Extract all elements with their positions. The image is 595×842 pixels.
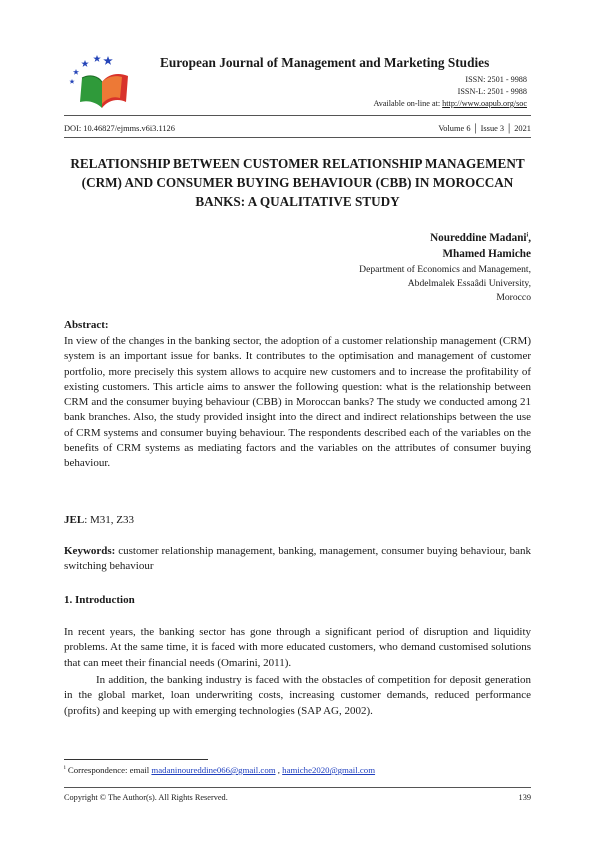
author-2: Mhamed Hamiche xyxy=(442,248,531,260)
issn-l: ISSN-L: 2501 - 9988 xyxy=(457,87,527,96)
availability-line xyxy=(373,99,527,108)
page-number: 139 xyxy=(518,793,531,802)
header-rule xyxy=(64,115,531,116)
abstract-label: Abstract: xyxy=(64,319,109,331)
abstract-text: In view of the changes in the banking sector, the adoption of a customer relationship management (CRM) system is an important issue for banks. It contributes to the optimisation and management of customer portfolio, more precisely this system allows to acquire new customers and to increase the profitability of existing customers. This article aims to answer the following question: what is the relationship between CRM and the consumer buying behaviour (CBB) in Moroccan banks? The study we conducted among 21 bank branches. Also, the study provided insight into the direct and indirect relationships between the use of CRM systems and consumer buying behaviour. The respondents described each of the variables on the benefits of CRM systems as mediating factors and the variables on the attributes of consumer buying behaviour. xyxy=(64,335,531,470)
copyright: Copyright © The Author(s). All Rights Reserved. xyxy=(64,793,228,802)
email-link-2[interactable]: hamiche2020@gmail.com xyxy=(282,765,376,775)
issn: ISSN: 2501 - 9988 xyxy=(465,75,527,84)
doi-rule xyxy=(64,137,531,138)
email-link-1[interactable]: madaninoureddine066@gmail.com xyxy=(151,765,276,775)
section-heading-introduction: 1. Introduction xyxy=(64,594,135,606)
keywords-label: Keywords: xyxy=(64,545,116,557)
footnote-rule xyxy=(64,759,208,760)
jel-line xyxy=(64,513,531,528)
author-1-name: Noureddine Madani xyxy=(430,232,527,244)
journal-url-link[interactable]: http://www.oapub.org/soc xyxy=(442,99,527,108)
intro-paragraph-2: In addition, the banking industry is faced with the obstacles of competition for deposit generation in the global market, loan underwriting costs, increasing customer demands, reduced performance (profits) and keeping up with emerging technologies (SAP AG, 2002). xyxy=(64,674,531,717)
author-1 xyxy=(430,232,531,244)
paper-title: RELATIONSHIP BETWEEN CUSTOMER RELATIONSHIP MANAGEMENT (CRM) AND CONSUMER BUYING BEHAVIOUR (CBB) IN MOROCCAN BANKS: A QUALITATIVE STUDY xyxy=(70,156,525,209)
volume-issue: Volume 6 │ Issue 3 │ 2021 xyxy=(438,124,531,133)
journal-name: European Journal of Management and Marketing Studies xyxy=(160,55,490,70)
journal-logo xyxy=(68,52,132,110)
book-left-page xyxy=(80,76,102,108)
author-1-marker: i xyxy=(526,232,529,239)
page-footer xyxy=(64,793,531,802)
keywords-line xyxy=(64,544,531,575)
affiliation-dept: Department of Economics and Management, xyxy=(359,264,531,275)
footnote-separator: , xyxy=(275,765,283,775)
intro-paragraph-1: In recent years, the banking sector has gone through a significant period of disruption and liquidity problems. At the same time, it is faced with more educated customers, who demand customised solutions that can meet their financial needs (Omarini, 2011). xyxy=(64,626,531,669)
jel-label: JEL xyxy=(64,514,85,526)
doi-row xyxy=(64,124,531,133)
footnote xyxy=(64,765,375,775)
doi: DOI: 10.46827/ejmms.v6i3.1126 xyxy=(64,124,175,133)
author-1-suffix: , xyxy=(528,232,531,244)
availability-label: Available on-line at: xyxy=(373,99,443,108)
jel-codes: : M31, Z33 xyxy=(84,514,134,526)
keywords-text: customer relationship management, banking, management, consumer buying behaviour, bank switching behaviour xyxy=(64,545,531,573)
footnote-marker: i xyxy=(64,765,66,772)
affiliation-university: Abdelmalek Essaâdi University, xyxy=(407,278,531,289)
footer-rule xyxy=(64,787,531,788)
footnote-label: Correspondence: email xyxy=(67,765,152,775)
affiliation-country: Morocco xyxy=(496,292,531,303)
